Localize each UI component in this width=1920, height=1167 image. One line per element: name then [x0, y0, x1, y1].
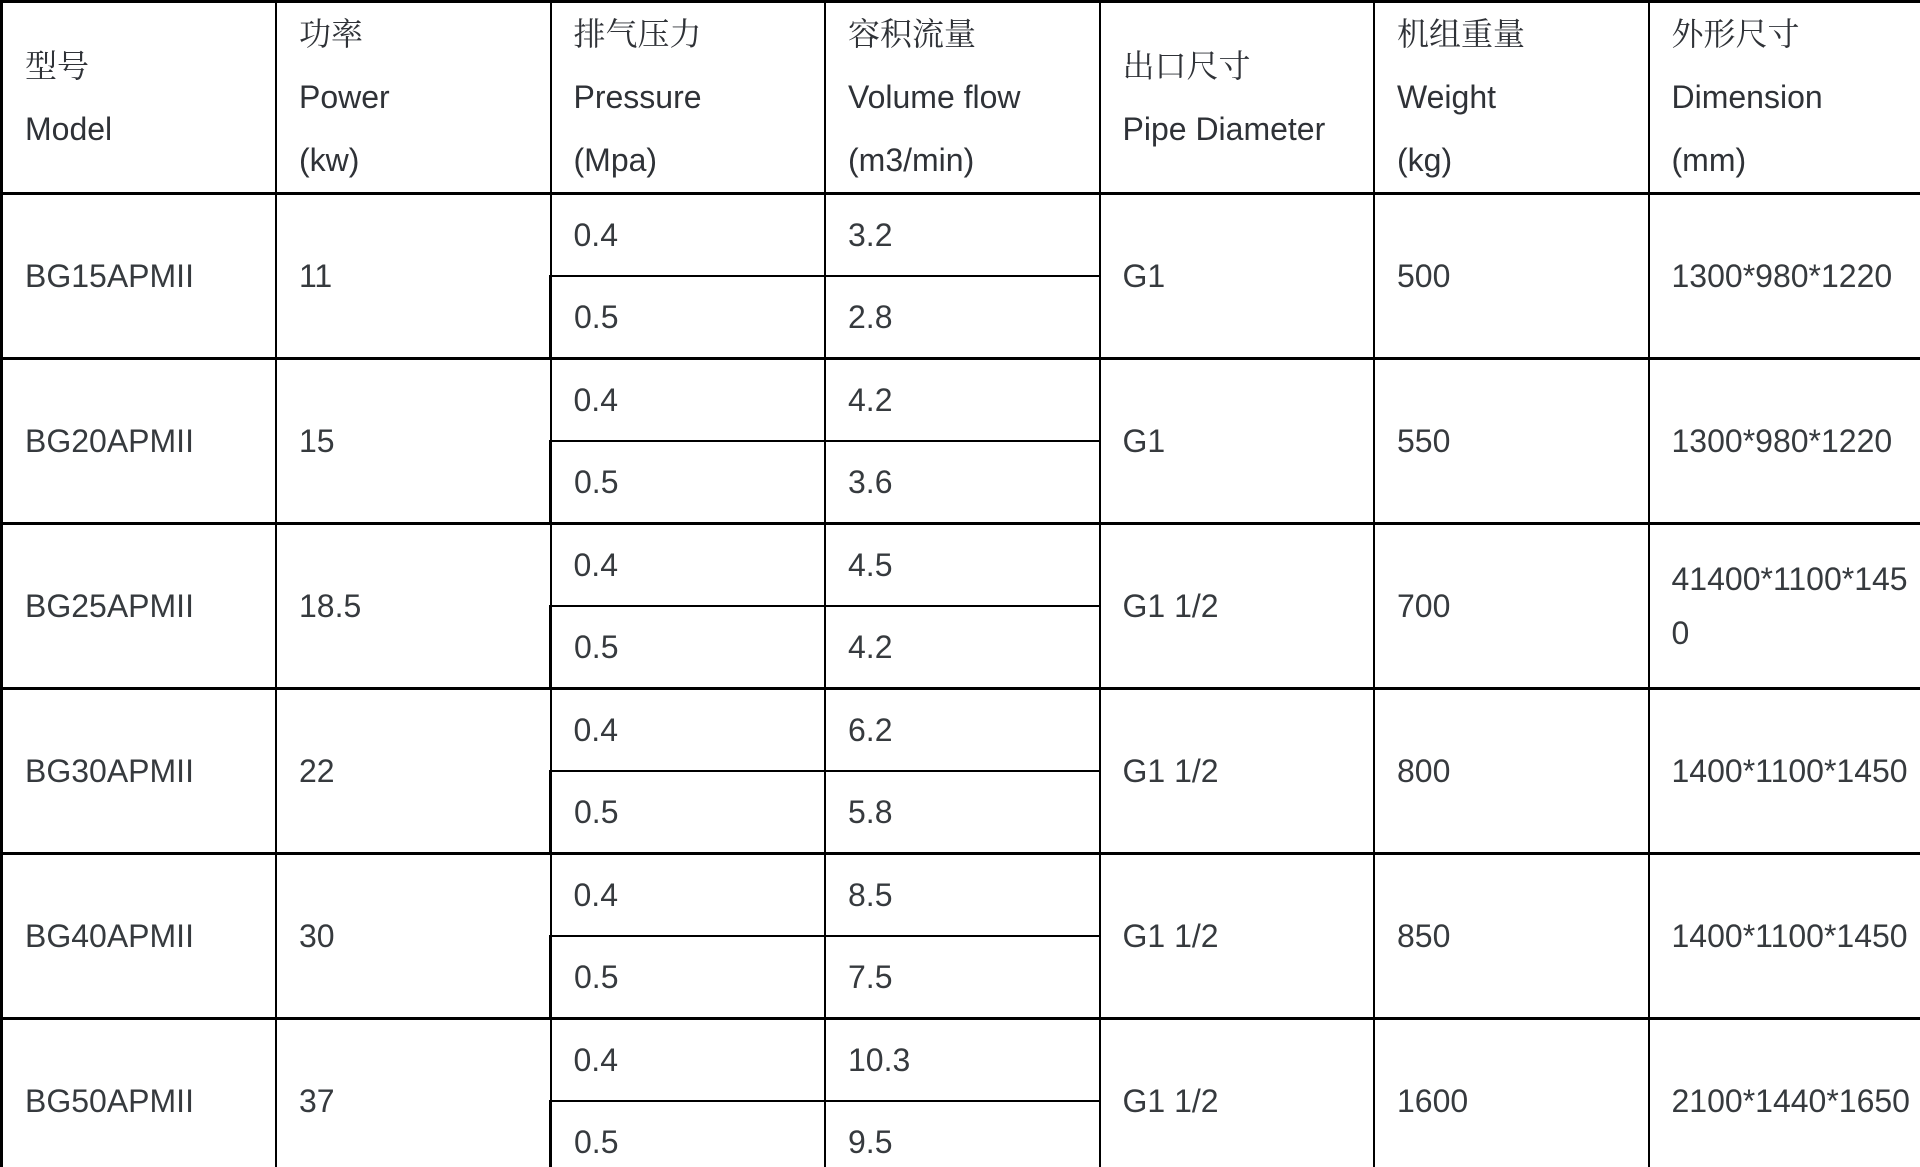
- spec-table-header: [2, 2, 1920, 194]
- table-row: [2, 524, 1920, 607]
- header-cell-6: [1649, 2, 1920, 194]
- header-cell-3: [825, 2, 1100, 194]
- model-cell: BG30APMII: [2, 689, 277, 854]
- model-cell: BG50APMII: [2, 1019, 277, 1167]
- weight-cell: 800: [1374, 689, 1649, 854]
- header-en-label: Dimension: [1671, 79, 1823, 115]
- header-zh-label: 排气压力: [573, 16, 702, 52]
- pipe-diameter-cell: G1 1/2: [1100, 524, 1375, 689]
- model-cell: BG20APMII: [2, 359, 277, 524]
- weight-cell: 1600: [1374, 1019, 1649, 1167]
- pipe-diameter-cell: G1 1/2: [1100, 689, 1375, 854]
- flow-cell: 9.5: [825, 1101, 1100, 1167]
- weight-cell: 550: [1374, 359, 1649, 524]
- pressure-cell: 0.5: [551, 936, 826, 1019]
- table-row: [2, 359, 1920, 442]
- header-cell-4: [1100, 2, 1375, 194]
- header-zh-label: 型号: [25, 47, 90, 84]
- pipe-diameter-cell: G1 1/2: [1100, 1019, 1375, 1167]
- flow-cell: 3.6: [825, 441, 1100, 524]
- weight-cell: 850: [1374, 854, 1649, 1019]
- power-cell: 18.5: [276, 524, 551, 689]
- flow-cell: 10.3: [825, 1019, 1100, 1102]
- header-unit-label: (kg): [1397, 142, 1453, 178]
- header-zh-label: 出口尺寸: [1122, 47, 1251, 84]
- power-cell: 30: [276, 854, 551, 1019]
- table-row: [2, 1019, 1920, 1102]
- pressure-cell: 0.4: [551, 524, 826, 607]
- power-cell: 11: [276, 194, 551, 359]
- model-cell: BG25APMII: [2, 524, 277, 689]
- pressure-cell: 0.5: [551, 276, 826, 359]
- header-en-label: Weight: [1397, 79, 1497, 115]
- pipe-diameter-cell: G1: [1100, 359, 1375, 524]
- weight-cell: 500: [1374, 194, 1649, 359]
- header-en-label: Model: [25, 110, 113, 147]
- flow-cell: 5.8: [825, 771, 1100, 854]
- pressure-cell: 0.4: [551, 854, 826, 937]
- power-cell: 22: [276, 689, 551, 854]
- dimension-cell: 1400*1100*1450: [1649, 689, 1920, 854]
- header-cell-1: [276, 2, 551, 194]
- table-row: [2, 854, 1920, 937]
- header-cell-5: [1374, 2, 1649, 194]
- pressure-cell: 0.4: [551, 1019, 826, 1102]
- dimension-cell: 1400*1100*1450: [1649, 854, 1920, 1019]
- header-unit-label: (kw): [299, 142, 360, 178]
- dimension-cell: 1300*980*1220: [1649, 359, 1920, 524]
- pipe-diameter-cell: G1 1/2: [1100, 854, 1375, 1019]
- header-en-label: Pipe Diameter: [1122, 110, 1326, 147]
- flow-cell: 4.2: [825, 606, 1100, 689]
- power-cell: 15: [276, 359, 551, 524]
- pressure-cell: 0.4: [551, 359, 826, 442]
- power-cell: 37: [276, 1019, 551, 1167]
- header-zh-label: 机组重量: [1397, 16, 1526, 52]
- header-zh-label: 容积流量: [848, 16, 977, 52]
- pressure-cell: 0.5: [551, 606, 826, 689]
- dimension-cell: 41400*1100*1450: [1649, 524, 1920, 689]
- header-cell-2: [551, 2, 826, 194]
- pressure-cell: 0.4: [551, 689, 826, 772]
- header-en-label: Volume flow: [848, 79, 1021, 115]
- flow-cell: 4.5: [825, 524, 1100, 607]
- header-unit-label: (m3/min): [848, 142, 975, 178]
- table-row: [2, 194, 1920, 277]
- header-unit-label: (Mpa): [573, 142, 658, 178]
- header-zh-label: 功率: [299, 16, 364, 52]
- pressure-cell: 0.5: [551, 771, 826, 854]
- model-cell: BG40APMII: [2, 854, 277, 1019]
- header-zh-label: 外形尺寸: [1671, 16, 1800, 52]
- flow-cell: 6.2: [825, 689, 1100, 772]
- header-unit-label: (mm): [1671, 142, 1747, 178]
- header-cell-0: [2, 2, 277, 194]
- flow-cell: 7.5: [825, 936, 1100, 1019]
- table-row: [2, 689, 1920, 772]
- flow-cell: 2.8: [825, 276, 1100, 359]
- pressure-cell: 0.5: [551, 1101, 826, 1167]
- pressure-cell: 0.5: [551, 441, 826, 524]
- model-cell: BG15APMII: [2, 194, 277, 359]
- header-row: [2, 2, 1920, 194]
- flow-cell: 3.2: [825, 194, 1100, 277]
- weight-cell: 700: [1374, 524, 1649, 689]
- dimension-cell: 2100*1440*1650: [1649, 1019, 1920, 1167]
- pipe-diameter-cell: G1: [1100, 194, 1375, 359]
- flow-cell: 8.5: [825, 854, 1100, 937]
- spec-table-body: [2, 194, 1920, 1167]
- flow-cell: 4.2: [825, 359, 1100, 442]
- dimension-cell: 1300*980*1220: [1649, 194, 1920, 359]
- pressure-cell: 0.4: [551, 194, 826, 277]
- header-en-label: Pressure: [573, 79, 702, 115]
- header-en-label: Power: [299, 79, 390, 115]
